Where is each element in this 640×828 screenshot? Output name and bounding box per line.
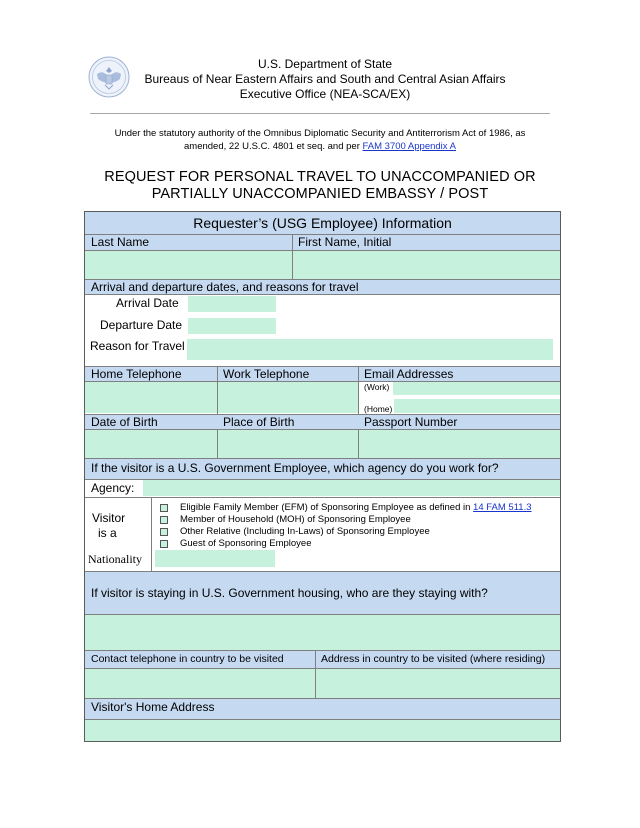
bureau-name: Bureaus of Near Eastern Affairs and South and Central Asian Affairs xyxy=(144,72,506,86)
first-name-input[interactable] xyxy=(293,251,560,279)
passport-number-input[interactable] xyxy=(359,430,560,458)
arrival-date-label: Arrival Date xyxy=(116,296,179,310)
place-of-birth-label: Place of Birth xyxy=(223,415,295,429)
housing-input[interactable] xyxy=(85,615,560,650)
home-telephone-input[interactable] xyxy=(85,382,217,413)
title-line-1: REQUEST FOR PERSONAL TRAVEL TO UNACCOMPANIED OR xyxy=(104,169,536,185)
nationality-label: Nationality xyxy=(88,552,142,566)
reason-input[interactable] xyxy=(187,339,553,360)
last-name-input[interactable] xyxy=(85,251,292,279)
address-in-country-input[interactable] xyxy=(316,669,560,698)
email-label: Email Addresses xyxy=(364,367,454,381)
last-name-label: Last Name xyxy=(85,235,292,250)
email-work-label: (Work) xyxy=(364,382,390,392)
email-home-label: (Home) xyxy=(364,404,393,414)
work-email-input[interactable] xyxy=(393,382,560,395)
title-line-2: PARTIALLY UNACCOMPANIED EMBASSY / POST xyxy=(151,186,489,202)
departure-date-input[interactable] xyxy=(188,318,276,334)
state-department-seal xyxy=(88,56,130,98)
guest-checkbox[interactable] xyxy=(160,540,168,548)
moh-option-label: Member of Household (MOH) of Sponsoring Employee xyxy=(180,514,411,525)
home-telephone-label: Home Telephone xyxy=(91,367,182,381)
home-address-input[interactable] xyxy=(85,720,560,741)
department-name: U.S. Department of State xyxy=(257,57,393,71)
agency-question: If the visitor is a U.S. Government Employee, which agency do you work for? xyxy=(85,459,560,479)
work-telephone-input[interactable] xyxy=(218,382,358,413)
header-divider xyxy=(90,113,550,114)
place-of-birth-input[interactable] xyxy=(218,430,358,458)
date-of-birth-input[interactable] xyxy=(85,430,217,458)
contact-telephone-input[interactable] xyxy=(85,669,315,698)
home-email-input[interactable] xyxy=(394,399,560,413)
authority-line-2 xyxy=(100,140,540,153)
housing-question: If visitor is staying in U.S. Government housing, who are they staying with? xyxy=(85,572,560,614)
authority-text: amended, 22 U.S.C. 4801 et seq. and per xyxy=(184,141,363,152)
work-telephone-label: Work Telephone xyxy=(223,367,310,381)
first-name-label: First Name, Initial xyxy=(293,235,560,250)
visitor-label: Visitor xyxy=(92,511,126,525)
guest-option-label: Guest of Sponsoring Employee xyxy=(180,538,312,549)
moh-checkbox[interactable] xyxy=(160,516,168,524)
reason-label: Reason for Travel xyxy=(90,339,185,353)
travel-section-label: Arrival and departure dates, and reasons for travel xyxy=(85,280,560,294)
departure-date-label: Departure Date xyxy=(100,318,183,332)
fam-511-link[interactable]: 14 FAM 511.3 xyxy=(473,502,532,513)
authority-line-1: Under the statutory authority of the Omnibus Diplomatic Security and Antiterrorism Act of 1986, as xyxy=(114,128,526,139)
agency-label: Agency: xyxy=(91,481,135,495)
passport-number-label: Passport Number xyxy=(364,415,458,429)
statutory-authority xyxy=(100,127,540,153)
arrival-date-input[interactable] xyxy=(188,296,276,312)
contact-telephone-label: Contact telephone in country to be visited xyxy=(91,653,284,665)
fam-appendix-link[interactable]: FAM 3700 Appendix A xyxy=(362,141,456,152)
date-of-birth-label: Date of Birth xyxy=(91,415,158,429)
efm-checkbox[interactable] xyxy=(160,504,168,512)
other-relative-checkbox[interactable] xyxy=(160,528,168,536)
agency-input[interactable] xyxy=(143,480,560,496)
section-title: Requester’s (USG Employee) Information xyxy=(85,212,560,234)
address-in-country-label: Address in country to be visited (where residing) xyxy=(321,653,546,665)
other-relative-option-label: Other Relative (Including In-Laws) of Sponsoring Employee xyxy=(180,526,430,537)
visitor-label-2: is a xyxy=(98,526,117,540)
office-name: Executive Office (NEA-SCA/EX) xyxy=(239,87,411,101)
efm-option-label xyxy=(180,502,532,513)
home-address-label: Visitor's Home Address xyxy=(85,699,560,719)
divider xyxy=(85,294,560,295)
divider xyxy=(85,497,560,498)
nationality-input[interactable] xyxy=(155,550,275,567)
form-title xyxy=(80,169,560,203)
efm-option-text: Eligible Family Member (EFM) of Sponsoring Employee as defined in xyxy=(180,502,474,513)
divider xyxy=(151,498,152,571)
